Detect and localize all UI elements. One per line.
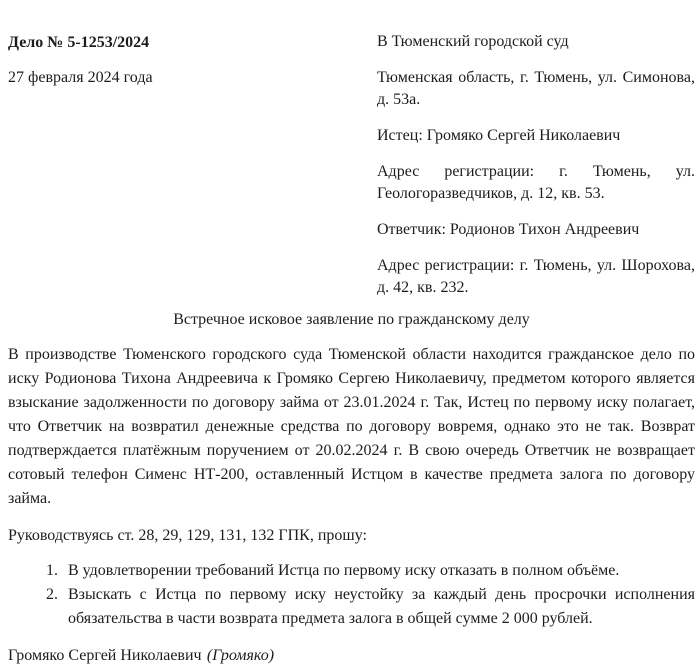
addressee-block (377, 31, 695, 299)
signature-name: Громяко Сергей Николаевич (8, 647, 202, 664)
signature-line (8, 645, 695, 667)
demands-list (8, 559, 695, 631)
document-title: Встречное исковое заявление по гражданскому делу (173, 311, 530, 328)
plea-intro: Руководствуясь ст. 28, 29, 129, 131, 132 ГПК, прошу: (8, 527, 367, 544)
case-info-block (8, 31, 377, 89)
statement-body: В производстве Тюменского городского суда Тюменской области находится гражданское дело по иску Родионова Тихона Андреевича к Громяко Сергею Николаевичу, предметом которого является взыскание задолженности по договору займа от 23.01.2024 г. Так, Истец по первому иску полагает, что Ответчик на возвратил денежные средства по договору вовремя, однако это не так. Возврат подтверждается платёжным поручением от 20.02.2024 г. В свою очередь Ответчик не возвращает сотовый телефон Сименс НТ-200, оставленный Истцом в качестве предмета залога по договору займа. (8, 346, 695, 507)
demand-item-2: 2. Взыскать с Истца по первому иску неустойку за каждый день просрочки исполнения обязательства в части возврата предмета залога в общей сумме 2 000 рублей. (62, 583, 695, 631)
court-name: В Тюменский городской суд (377, 33, 569, 50)
plaintiff-name: Истец: Громяко Сергей Николаевич (377, 127, 621, 144)
case-number: Дело № 5-1253/2024 (8, 34, 150, 51)
signature-handwritten: (Громяко) (206, 647, 275, 664)
court-address: Тюменская область, г. Тюмень, ул. Симонова, д. 53а. (377, 69, 695, 108)
demand-item-1: 1. В удовлетворении требований Истца по первому иску отказать в полном объёме. (62, 559, 695, 583)
plaintiff-address: Адрес регистрации: г. Тюмень, ул. Геологоразведчиков, д. 12, кв. 53. (377, 163, 695, 202)
defendant-address: Адрес регистрации: г. Тюмень, ул. Шорохова, д. 42, кв. 232. (377, 257, 695, 296)
case-date: 27 февраля 2024 года (8, 69, 153, 86)
document-header (8, 31, 695, 299)
defendant-name: Ответчик: Родионов Тихон Андреевич (377, 221, 640, 238)
